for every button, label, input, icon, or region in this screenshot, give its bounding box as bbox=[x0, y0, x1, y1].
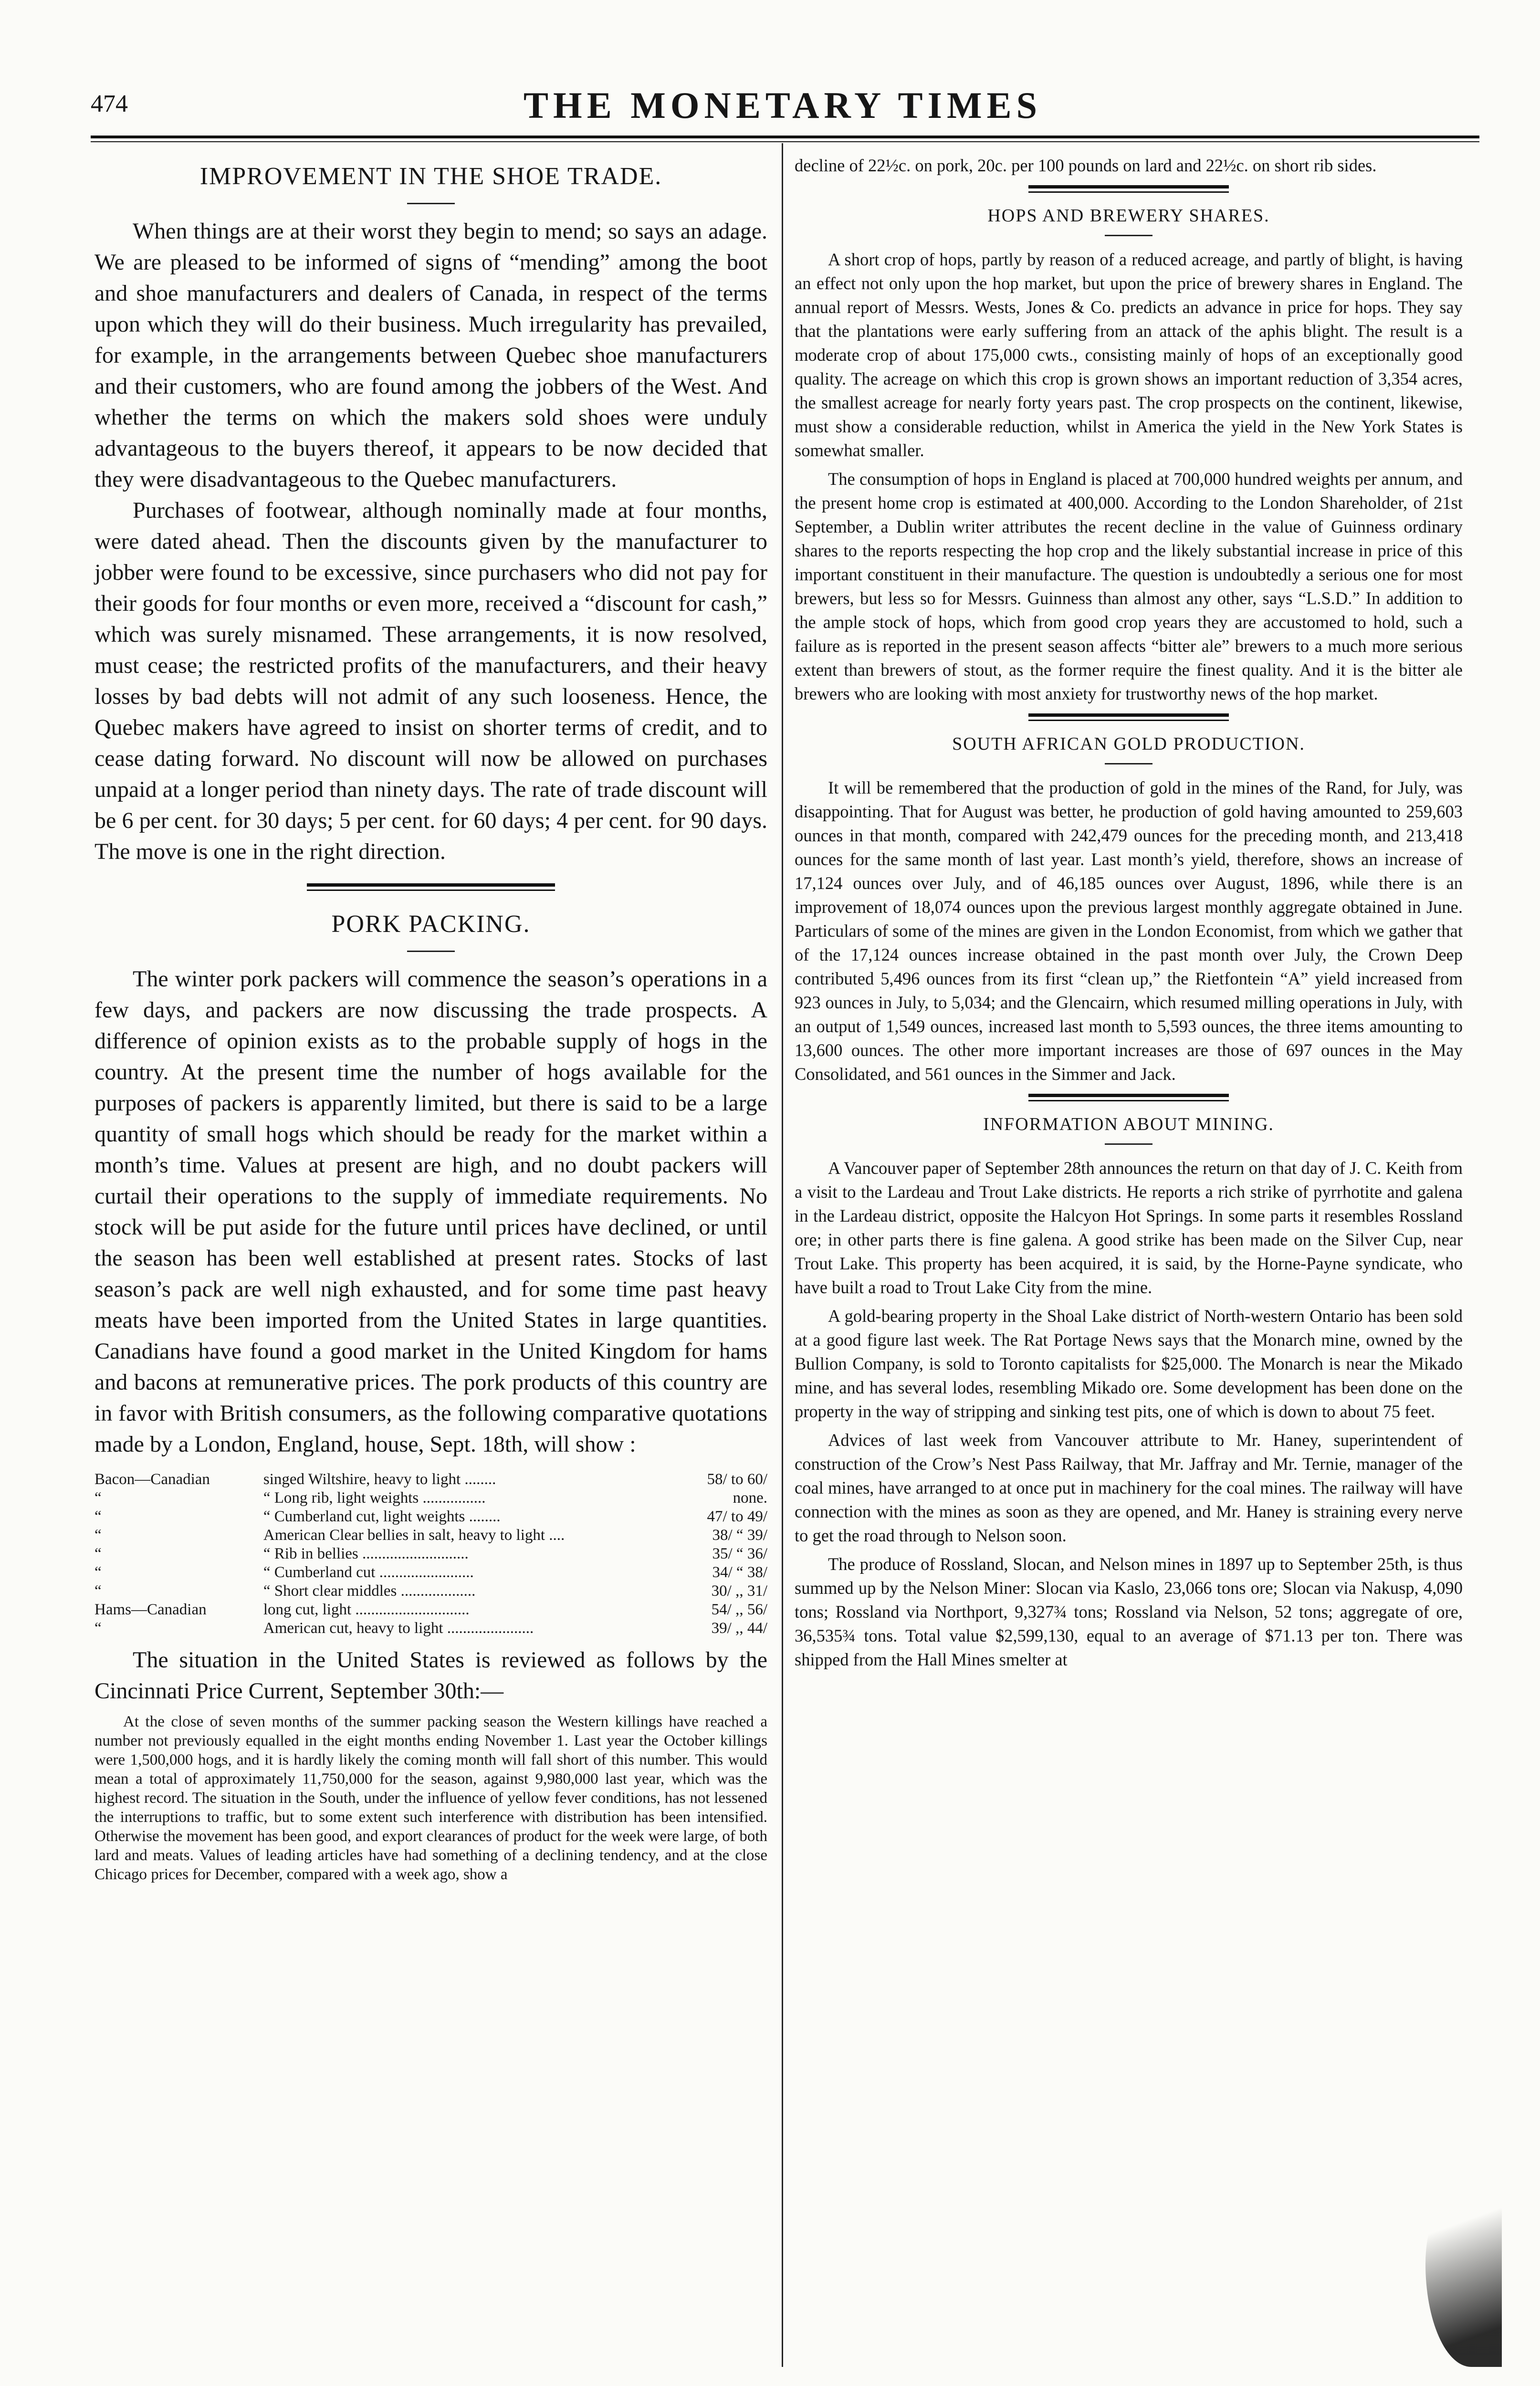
gold-paragraph: It will be remembered that the production of gold in the mines of the Rand, for July, was disappointing. That for August was better, he production of gold having amounted to 259,603 ounces in that month, compared with 242,479 ounces for the preceding month, and 213,418 ounces for the same month of last year. Last month’s yield, therefore, shows an increase of 17,124 ounces over July, and of 46,185 ounces over August, 1896, while there is an improvement of 18,074 ounces upon the previous largest monthly aggregate obtained in June. Particulars of some of the mines are given in the London Economist, from which we gather that of the 17,124 ounces increase obtained in the past month over July, the Crown Deep contributed 5,496 ounces from its first “clean up,” the Rietfontein “A” yield increased from 923 ounces in July, to 5,034; and the Glencairn, which resumed milling operations in July, with an output of 1,549 ounces, increased last month to 5,593 ounces, the three items amounting to 13,600 ounces. The other more important increases are those of 697 ounces in the May Consolidated, and 561 ounces in the Simmer and Jack. bbox=[795, 778, 1463, 1084]
title-rule bbox=[407, 203, 455, 204]
title-rule bbox=[1105, 763, 1152, 764]
page-header bbox=[91, 84, 1475, 142]
pork-paragraph: The winter pork packers will commence the season’s operations in a few days, and packers are now discussing the trade prospects. A difference of opinion exists as to the probable supply of hogs in the country. At the present time the number of hogs available for the purposes of packers is apparently limited, but there is said to be a large quantity of small hogs which should be ready for the market within a month’s time. Values at present are high, and no doubt packers will curtail their operations to the supply of immediate requirements. No stock will be put aside for the future until prices have declined, or until the season has been well established at present rates. Stocks of last season’s pack are well nigh exhausted, and for some time past heavy meats have been imported from the United States in large quantities. Canadians have found a good market in the United Kingdom for hams and bacons at remunerative prices. The pork products of this country are in favor with British consumers, as the following comparative quotations made by a London, England, house, Sept. 18th, will show : bbox=[94, 966, 767, 1457]
page-number: 474 bbox=[91, 90, 128, 117]
table-row: “ “ Long rib, light weights ................ none. bbox=[94, 1489, 767, 1507]
table-row: Hams—Canadian long cut, light ............................. 54/ ,, 56/ bbox=[94, 1601, 767, 1618]
hops-title: HOPS AND BREWERY SHARES. bbox=[987, 206, 1270, 226]
title-rule bbox=[1105, 235, 1152, 236]
price-quotations-table bbox=[94, 1470, 767, 1638]
column-divider bbox=[782, 143, 783, 2367]
shoe-trade-title: IMPROVEMENT IN THE SHOE TRADE. bbox=[199, 163, 662, 190]
table-row: “ “ Rib in bellies ........................... 35/ “ 36/ bbox=[94, 1545, 767, 1562]
title-rule bbox=[407, 951, 455, 952]
table-row: “ “ Cumberland cut, light weights ........ 47/ to 49/ bbox=[94, 1508, 767, 1525]
mining-paragraph: A Vancouver paper of September 28th announces the return on that day of J. C. Keith from a visit to the Lardeau and Trout Lake districts. He reports a rich strike of pyrrhotite and galena in the Lardeau district, opposite the Halcyon Hot Springs. In some parts it resembles Rossland ore; in other parts there is fine galena. A good strike has been made on the Silver Cup, near Trout Lake. This property has been acquired, it is said, by the Horne-Payne syndicate, who have built a road to Trout Lake City from the mine. bbox=[795, 1158, 1463, 1297]
table-row: “ “ Short clear middles ................... 30/ ,, 31/ bbox=[94, 1582, 767, 1600]
masthead: THE MONETARY TIMES bbox=[524, 84, 1042, 126]
us-quote-paragraph: At the close of seven months of the summer packing season the Western killings have reached a number not previously equalled in the eight months ending November 1. Last year the October killings were 1,500,000 hogs, and it is hardly likely the coming month will fall short of this number. This would mean a total of approximately 11,750,000 for the season, against 9,980,000 last year, which was the highest record. The situation in the South, under the influence of yellow fever conditions, has not lessened the interruptions to traffic, but to some extent such interference with distribution has been intensified. Otherwise the movement has been good, and export clearances of product for the week were large, of both lard and meats. Values of leading articles have had something of a declining tendency, and at the close Chicago prices for December, compared with a week ago, show a bbox=[94, 1713, 767, 1883]
us-intro-paragraph: The situation in the United States is reviewed as follows by the Cincinnati Price Current, September 30th:— bbox=[94, 1647, 767, 1704]
page-corner-shadow bbox=[1425, 2195, 1502, 2367]
continuation-paragraph: decline of 22½c. on pork, 20c. per 100 pounds on lard and 22½c. on short rib sides. bbox=[795, 156, 1377, 175]
title-rule bbox=[1105, 1143, 1152, 1145]
mining-paragraph: Advices of last week from Vancouver attribute to Mr. Haney, superintendent of construction of the Crow’s Nest Pass Railway, that Mr. Jaffray and Mr. Ternie, manager of the coal mines, have arranged to at once put in machinery for the coal mines. The railway will have connection with the mines as soon as they are opened, and Mr. Haney is straining every nerve to get the road through to Nelson soon. bbox=[795, 1430, 1463, 1545]
shoe-paragraph: When things are at their worst they begin to mend; so says an adage. We are pleased to be informed of signs of “mending” among the boot and shoe manufacturers and dealers of Canada, in respect of the terms upon which they will do their business. Much irregularity has prevailed, for example, in the arrangements between Quebec shoe manufacturers and their customers, who are found among the jobbers of the West. And whether the terms on which the makers sold shoes were unduly advantageous to the buyers thereof, it appears to be now decided that they were disadvantageous to the Quebec manufacturers. bbox=[94, 219, 767, 492]
mining-paragraph: A gold-bearing property in the Shoal Lake district of North-western Ontario has been sold at a good figure last week. The Rat Portage News says that the Monarch mine, owned by the Bullion Company, is sold to Toronto capitalists for $25,000. The Monarch is near the Mikado mine, and has several lodes, resembling Mikado ore. Some development has been done on the property in the way of stripping and sinking test pits, one of which is down to about 75 feet. bbox=[795, 1306, 1463, 1421]
section-separator bbox=[1028, 1094, 1229, 1101]
header-rule-thin bbox=[91, 141, 1479, 142]
table-row: “ American Clear bellies in salt, heavy to light .... 38/ “ 39/ bbox=[94, 1527, 767, 1544]
hops-paragraph: The consumption of hops in England is placed at 700,000 hundred weights per annum, and the present home crop is estimated at 400,000. According to the London Shareholder, of 21st September, a Dublin writer attributes the recent decline in the value of Guinness ordinary shares to the reports respecting the hop crop and the likely substantial increase in price of this important constituent in their manufacture. The question is undoubtedly a serious one for most brewers, but less so for Messrs. Guinness than almost any other, says “L.S.D.” In addition to the ample stock of hops, which from good crop years they are accustomed to hold, such a failure as is reported in the present season affects “bitter ale” brewers to a much more serious extent than brewers of stout, as the former require the finest quality. And it is the bitter ale brewers who are looking with most anxiety for trustworthy news of the hop market. bbox=[795, 469, 1463, 703]
table-row: “ American cut, heavy to light ...................... 39/ ,, 44/ bbox=[94, 1620, 767, 1637]
table-row: Bacon—Canadian singed Wiltshire, heavy to light ........ 58/ to 60/ bbox=[94, 1471, 767, 1488]
hops-paragraph: A short crop of hops, partly by reason of a reduced acreage, and partly of blight, is having an effect not only upon the hop market, but upon the price of brewery shares in England. The annual report of Messrs. Wests, Jones & Co. predicts an advance in price for hops. They say that the plantations were early suffering from an attack of the aphis blight. The result is a moderate crop of about 175,000 cwts., consisting mainly of hops of an exceptionally good quality. The acreage on which this crop is grown shows an important reduction of 3,354 acres, the smallest acreage for nearly forty years past. The crop prospects on the continent, likewise, must show a considerable reduction, whilst in America the yield in the New York States is somewhat smaller. bbox=[795, 250, 1463, 460]
header-rule bbox=[91, 136, 1479, 138]
table-row: “ “ Cumberland cut ........................ 34/ “ 38/ bbox=[94, 1564, 767, 1581]
section-separator bbox=[1028, 713, 1229, 721]
section-separator bbox=[1028, 185, 1229, 193]
mining-paragraph: The produce of Rossland, Slocan, and Nelson mines in 1897 up to September 25th, is thus summed up by the Nelson Miner: Slocan via Kaslo, 23,066 tons ore; Slocan via Nakusp, 4,090 tons; Rossland via Northport, 9,327¾ tons; Rossland via Nelson, 52 tons; aggregate of ore, 36,535¾ tons. Total value $2,599,130, equal to an average of $71.13 per ton. There was shipped from the Hall Mines smelter at bbox=[795, 1554, 1463, 1669]
mining-title: INFORMATION ABOUT MINING. bbox=[983, 1114, 1274, 1134]
gold-production-title: SOUTH AFRICAN GOLD PRODUCTION. bbox=[952, 734, 1305, 754]
section-separator bbox=[307, 883, 555, 891]
right-column bbox=[795, 143, 1463, 1676]
left-column bbox=[94, 143, 767, 1884]
shoe-paragraph: Purchases of footwear, although nominally made at four months, were dated ahead. Then the discounts given by the manufacturer to jobber were found to be excessive, since purchasers who did not pay for their goods for four months or even more, received a “discount for cash,” which was surely misnamed. These arrangements, it is now resolved, must cease; the restricted profits of the manufacturers, and their heavy losses by bad debts will not admit of any such looseness. Hence, the Quebec makers have agreed to insist on shorter terms of credit, and to cease dating forward. No discount will now be allowed on purchases unpaid at a longer period than ninety days. The rate of trade discount will be 6 per cent. for 30 days; 5 per cent. for 60 days; 4 per cent. for 90 days. The move is one in the right direction. bbox=[94, 498, 767, 864]
pork-packing-title: PORK PACKING. bbox=[331, 910, 531, 938]
